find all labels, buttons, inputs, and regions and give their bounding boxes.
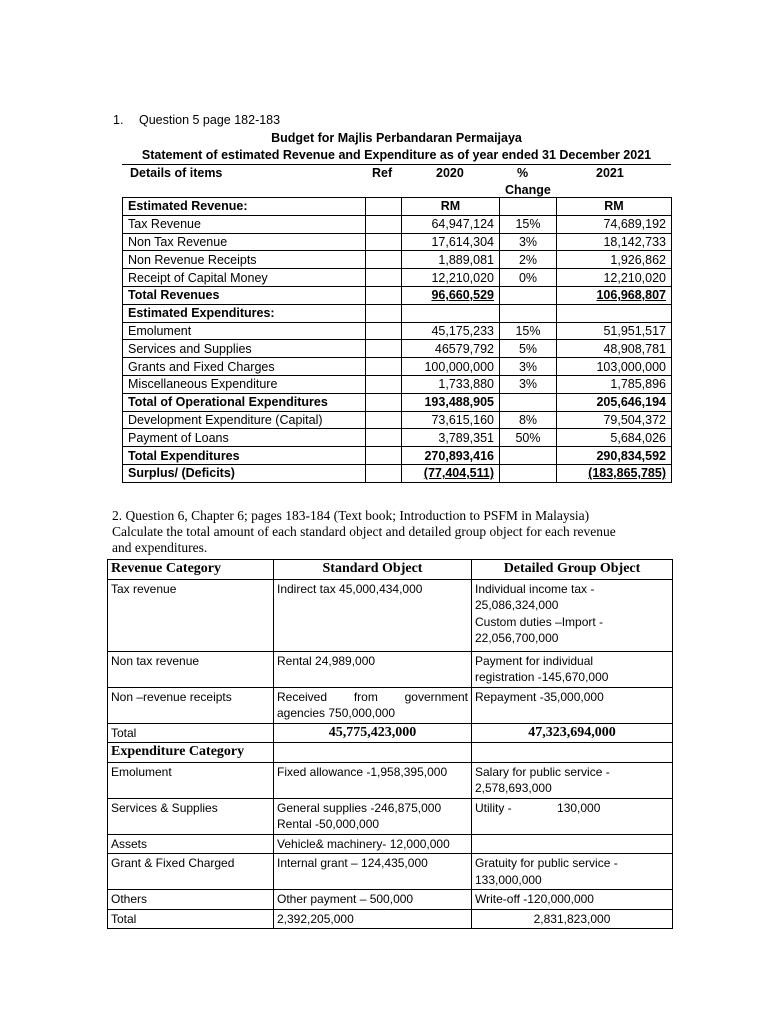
row-pct: 15% [500, 215, 557, 233]
budget-table [122, 197, 672, 483]
budget-subtitle: Statement of estimated Revenue and Expenditure as of year ended 31 December 2021 [141, 148, 652, 162]
row-item: Development Expenditure (Capital) [123, 411, 366, 429]
row-2020: 17,614,304 [402, 233, 500, 251]
detailed-line: Salary for public service - [475, 764, 610, 779]
detailed-line: Custom duties –Import - [475, 614, 604, 629]
table-row [123, 411, 672, 429]
table-row [108, 890, 673, 910]
detailed-line: Payment for individual [475, 653, 594, 668]
table-header-row [108, 560, 673, 580]
total-detailed: 47,323,694,000 [472, 723, 673, 743]
detailed-cell [472, 651, 673, 687]
row-ref [366, 304, 402, 322]
row-2021: 205,646,194 [557, 393, 672, 411]
row-pct [500, 304, 557, 322]
standard-line: Rental -50,000,000 [277, 817, 380, 831]
row-ref [366, 286, 402, 304]
standard-cell: Vehicle& machinery- 12,000,000 [274, 834, 472, 854]
row-ref [366, 447, 402, 465]
row-pct: 8% [500, 411, 557, 429]
category-cell: Services & Supplies [108, 798, 274, 834]
table-row [123, 233, 672, 251]
row-2020 [402, 304, 500, 322]
header-percent: % [517, 166, 529, 180]
category-cell: Non –revenue receipts [108, 687, 274, 723]
row-item: Non Tax Revenue [123, 233, 366, 251]
detailed-cell: Repayment -35,000,000 [472, 687, 673, 723]
row-2020: 270,893,416 [402, 447, 500, 465]
detailed-line: 25,086,324,000 [475, 598, 559, 612]
row-item: Payment of Loans [123, 429, 366, 447]
row-2020: 64,947,124 [402, 215, 500, 233]
question-1-number: 1. [113, 113, 124, 127]
question-1-label: Question 5 page 182-183 [139, 113, 281, 127]
row-ref [366, 251, 402, 269]
total-standard: 2,392,205,000 [274, 909, 472, 929]
row-ref [366, 375, 402, 393]
category-cell: Assets [108, 834, 274, 854]
row-item: Total Expenditures [123, 447, 366, 465]
row-pct: 5% [500, 340, 557, 358]
row-2021: (183,865,785) [557, 464, 672, 482]
row-ref [366, 269, 402, 287]
standard-cell: Internal grant – 124,435,000 [274, 854, 472, 890]
header-expenditure-category: Expenditure Category [108, 743, 274, 763]
standard-word: Received [277, 689, 328, 704]
detailed-line: 22,056,700,000 [475, 631, 559, 645]
header-standard-object: Standard Object [274, 560, 472, 580]
row-item: Services and Supplies [123, 340, 366, 358]
row-pct: 15% [500, 322, 557, 340]
row-2021: 290,834,592 [557, 447, 672, 465]
row-2020: 96,660,529 [402, 286, 500, 304]
row-pct: 3% [500, 233, 557, 251]
row-2020: 3,789,351 [402, 429, 500, 447]
row-pct [500, 464, 557, 482]
row-2020: RM [402, 198, 500, 216]
question-2-line-1: 2. Question 6, Chapter 6; pages 183-184 (Text book; Introduction to PSFM in Malaysia) [112, 508, 590, 523]
table-row [108, 798, 673, 834]
row-2020: 100,000,000 [402, 358, 500, 376]
row-item: Emolument [123, 322, 366, 340]
row-2020: 1,889,081 [402, 251, 500, 269]
row-2021: RM [557, 198, 672, 216]
budget-title: Budget for Majlis Perbandaran Permaijaya [271, 131, 522, 145]
standard-line: General supplies -246,875,000 [277, 800, 442, 815]
header-details: Details of items [130, 166, 223, 180]
row-pct: 3% [500, 358, 557, 376]
header-revenue-category: Revenue Category [108, 560, 274, 580]
standard-cell [274, 687, 472, 723]
row-2021: 79,504,372 [557, 411, 672, 429]
category-cell: Others [108, 890, 274, 910]
row-2020: 1,733,880 [402, 375, 500, 393]
header-2020: 2020 [436, 166, 464, 180]
question-2-line-2: Calculate the total amount of each standard object and detailed group object for each revenue [112, 524, 616, 539]
header-2021: 2021 [596, 166, 624, 180]
row-item: Grants and Fixed Charges [123, 358, 366, 376]
header-ref: Ref [372, 166, 393, 180]
table-row [108, 651, 673, 687]
empty-cell [472, 743, 673, 763]
detailed-line: Gratuity for public service - [475, 856, 618, 870]
row-2021: 18,142,733 [557, 233, 672, 251]
table-row [123, 393, 672, 411]
detailed-line: 133,000,000 [475, 872, 542, 887]
row-item: Tax Revenue [123, 215, 366, 233]
detailed-cell [472, 834, 673, 854]
row-ref [366, 393, 402, 411]
table-row [123, 198, 672, 216]
table-row [123, 358, 672, 376]
category-cell: Grant & Fixed Charged [108, 854, 274, 890]
row-ref [366, 198, 402, 216]
row-pct [500, 198, 557, 216]
standard-word: government [404, 689, 468, 704]
standard-line [277, 689, 468, 706]
row-2020: (77,404,511) [402, 464, 500, 482]
row-pct [500, 447, 557, 465]
row-item: Miscellaneous Expenditure [123, 375, 366, 393]
header-rule [122, 164, 671, 165]
table-row [108, 762, 673, 798]
total-standard: 45,775,423,000 [274, 723, 472, 743]
row-ref [366, 215, 402, 233]
standard-cell [274, 798, 472, 834]
row-2021: 51,951,517 [557, 322, 672, 340]
row-ref [366, 464, 402, 482]
row-item: Estimated Expenditures: [123, 304, 366, 322]
row-ref [366, 411, 402, 429]
detailed-cell [472, 798, 673, 834]
row-2021: 74,689,192 [557, 215, 672, 233]
header-detailed-group-object: Detailed Group Object [472, 560, 673, 580]
row-ref [366, 429, 402, 447]
row-pct: 50% [500, 429, 557, 447]
table-row [123, 429, 672, 447]
standard-cell: Fixed allowance -1,958,395,000 [274, 762, 472, 798]
row-2020: 12,210,020 [402, 269, 500, 287]
row-2021: 106,968,807 [557, 286, 672, 304]
detailed-value: 130,000 [557, 800, 601, 815]
row-ref [366, 340, 402, 358]
detailed-cell [472, 579, 673, 651]
object-table [107, 559, 673, 929]
standard-cell: Rental 24,989,000 [274, 651, 472, 687]
row-pct [500, 393, 557, 411]
total-label: Total [108, 723, 274, 743]
standard-word: from [353, 689, 378, 704]
table-row [123, 447, 672, 465]
row-pct: 2% [500, 251, 557, 269]
detailed-cell [472, 854, 673, 890]
row-2021 [557, 304, 672, 322]
detailed-cell [472, 762, 673, 798]
detailed-line: registration -145,670,000 [475, 670, 609, 684]
detailed-cell: Write-off -120,000,000 [472, 890, 673, 910]
table-row [123, 269, 672, 287]
category-cell: Tax revenue [108, 579, 274, 651]
row-2021: 103,000,000 [557, 358, 672, 376]
table-row [123, 215, 672, 233]
row-2021: 48,908,781 [557, 340, 672, 358]
row-item: Total Revenues [123, 286, 366, 304]
total-row [108, 909, 673, 929]
row-item: Total of Operational Expenditures [123, 393, 366, 411]
table-row [123, 304, 672, 322]
row-ref [366, 322, 402, 340]
empty-cell [274, 743, 472, 763]
row-2021: 1,785,896 [557, 375, 672, 393]
row-ref [366, 358, 402, 376]
table-row [123, 322, 672, 340]
row-item: Estimated Revenue: [123, 198, 366, 216]
category-cell: Non tax revenue [108, 651, 274, 687]
question-2-line-3: and expenditures. [112, 540, 208, 555]
table-row [123, 464, 672, 482]
table-row [108, 834, 673, 854]
total-row [108, 723, 673, 743]
table-row [123, 251, 672, 269]
row-ref [366, 233, 402, 251]
row-2020: 45,175,233 [402, 322, 500, 340]
total-detailed: 2,831,823,000 [472, 909, 673, 929]
detailed-line: 2,578,693,000 [475, 781, 552, 795]
table-row [108, 687, 673, 723]
total-label: Total [108, 909, 274, 929]
detailed-label: Utility - [475, 800, 512, 815]
row-2020: 46579,792 [402, 340, 500, 358]
table-header-row [108, 743, 673, 763]
table-row [123, 375, 672, 393]
row-pct: 3% [500, 375, 557, 393]
row-2020: 193,488,905 [402, 393, 500, 411]
row-pct [500, 286, 557, 304]
row-2021: 1,926,862 [557, 251, 672, 269]
table-row [108, 854, 673, 890]
row-pct: 0% [500, 269, 557, 287]
row-2021: 5,684,026 [557, 429, 672, 447]
standard-cell: Other payment – 500,000 [274, 890, 472, 910]
row-item: Receipt of Capital Money [123, 269, 366, 287]
row-2020: 73,615,160 [402, 411, 500, 429]
header-change: Change [505, 183, 551, 197]
table-row [108, 579, 673, 651]
table-row [123, 286, 672, 304]
question-1 [113, 113, 280, 127]
standard-line: agencies 750,000,000 [277, 706, 396, 720]
category-cell: Emolument [108, 762, 274, 798]
row-item: Non Revenue Receipts [123, 251, 366, 269]
row-2021: 12,210,020 [557, 269, 672, 287]
row-item: Surplus/ (Deficits) [123, 464, 366, 482]
detailed-line: Individual income tax - [475, 581, 595, 596]
standard-cell: Indirect tax 45,000,434,000 [274, 579, 472, 651]
table-row [123, 340, 672, 358]
